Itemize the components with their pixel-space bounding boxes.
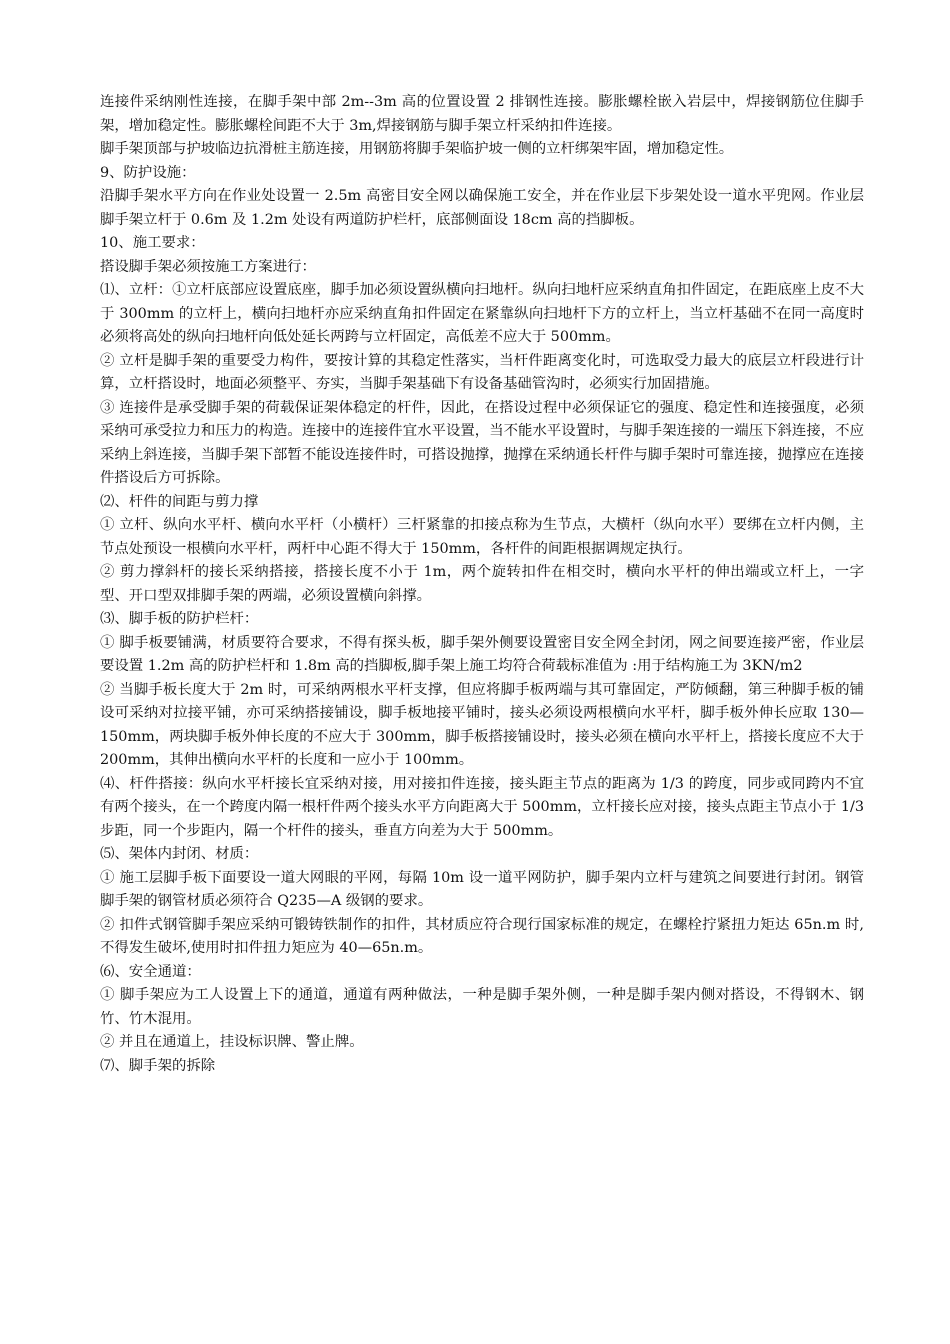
paragraph-standing-pole-1: ⑴、立杆：①立杆底部应设置底座，脚手加必须设置纵横向扫地杆。纵向扫地杆应采纳直角扣件固定，在距底座上皮不大于 300mm 的立杆上，横向扫地杆亦应采纳直角扣件固定在紧靠纵向扫地杆下方的立杆上，当立杆基础不在同一高度时必须将高处的纵向扫地杆向低处延长两跨与立杆固定，高低差不应大于 500mm。 <box>100 282 864 345</box>
heading-safety-passage: ⑹、安全通道： <box>100 963 201 980</box>
paragraph-enclosure-1: ① 施工层脚手板下面要设一道大网眼的平网，每隔 10m 设一道平网防护，脚手架内立杆与建筑之间要进行封闭。钢管脚手架的钢管材质必须符合 Q235—A 级钢的要求。 <box>100 869 864 909</box>
heading-protection-facilities: 9、防护设施： <box>100 164 196 181</box>
paragraph-pole-joining: ⑷、杆件搭接：纵向水平杆接长宜采纳对接，用对接扣件连接，接头距主节点的距离为 1/3 的跨度，同步或同跨内不宜有两个接头，在一个跨度内隔一根杆件两个接头水平方向距离大于 500mm，立杆接长应对接，接头点距主节点小于 1/3 步距，同一个步距内，隔一个杆件的接头，垂直方向差为大于 500mm。 <box>100 775 864 839</box>
paragraph-boards-1: ① 脚手板要铺满，材质要符合要求，不得有探头板，脚手架外侧要设置密目安全网全封闭，网之间要连接严密，作业层要设置 1.2m 高的防护栏杆和 1.8m 高的挡脚板,脚手架上施工均符合荷载标准值为 :用于结构施工为 3KN/m2 <box>100 634 864 674</box>
paragraph-standing-pole-3: ③ 连接件是承受脚手架的荷载保证架体稳定的杆件，因此，在搭设过程中必须保证它的强度、稳定性和连接强度，必须采纳可承受拉力和压力的构造。连接中的连接件宜水平设置，当不能水平设置时，与脚手架连接的一端压下斜连接，不应采纳上斜连接，当脚手架下部暂不能设连接件时，可搭设抛撑，抛撑在采纳通长杆件与脚手架时可靠连接，抛撑应在连接件搭设后方可拆除。 <box>100 399 864 486</box>
paragraph-standing-pole-2: ② 立杆是脚手架的重要受力构件，要按计算的其稳定性落实，当杆件距离变化时，可选取受力最大的底层立杆段进行计算，立杆搭设时，地面必须整平、夯实，当脚手架基础下有设备基础管沟时，必须实行加固措施。 <box>100 352 864 392</box>
heading-construction-requirements: 10、施工要求： <box>100 235 205 251</box>
paragraph-top-connection: 脚手架顶部与护坡临边抗滑桩主筋连接，用钢筋将脚手架临护坡一侧的立杆绑架牢固，增加稳定性。 <box>100 141 734 157</box>
paragraph-spacing-2: ② 剪力撑斜杆的接长采纳搭接，搭接长度不小于 1m，两个旋转扣件在相交时，横向水平杆的伸出端或立杆上，一字型、开口型双排脚手架的两端，必须设置横向斜撑。 <box>100 564 864 604</box>
paragraph-erection-plan: 搭设脚手架必须按施工方案进行： <box>100 258 316 275</box>
heading-dismantling: ⑺、脚手架的拆除 <box>100 1057 216 1074</box>
paragraph-spacing-1: ① 立杆、纵向水平杆、横向水平杆（小横杆）三杆紧靠的扣接点称为生节点，大横杆（纵向水平）要绑在立杆内侧，主节点处预设一根横向水平杆，两杆中心距不得大于 150mm，各杆件的间距根据调规定执行。 <box>100 517 864 557</box>
paragraph-anchor-connection: 连接件采纳刚性连接，在脚手架中部 2m--3m 高的位置设置 2 排钢性连接。膨胀螺栓嵌入岩层中，焊接钢筋位住脚手架，增加稳定性。膨胀螺栓间距不大于 3m,焊接钢筋与脚手架立杆采纳扣件连接。 <box>100 94 864 134</box>
paragraph-safety-net: 沿脚手架水平方向在作业处设置一 2.5m 高密目安全网以确保施工安全，并在作业层下步架处设一道水平兜网。作业层脚手架立杆于 0.6m 及 1.2m 处设有两道防护栏杆，底部侧面设 18cm 高的挡脚板。 <box>100 188 864 228</box>
paragraph-passage-1: ① 脚手架应为工人设置上下的通道，通道有两种做法，一种是脚手架外侧，一种是脚手架内侧对搭设，不得钢木、钢竹、竹木混用。 <box>100 987 864 1027</box>
heading-spacing-bracing: ⑵、杆件的间距与剪力撑 <box>100 493 259 510</box>
paragraph-boards-2: ② 当脚手板长度大于 2m 时，可采纳两根水平杆支撑，但应将脚手板两端与其可靠固定，严防倾翻，第三种脚手板的铺设可采纳对拉接平铺，亦可采纳搭接铺设，脚手板地接平铺时，接头必须设两根横向水平杆，脚手板外伸长应取 130—150mm，两块脚手板外伸长度的不应大于 300mm，脚手板搭接铺设时，接头必须在横向水平杆上，搭接长度应不大于 200mm，其伸出横向水平杆的长度和一应小于 100mm。 <box>100 681 864 768</box>
heading-scaffold-boards: ⑶、脚手板的防护栏杆： <box>100 611 259 627</box>
paragraph-passage-2: ② 并且在通道上，挂设标识牌、警止牌。 <box>100 1034 364 1050</box>
heading-enclosure-material: ⑸、架体内封闭、材质： <box>100 846 259 862</box>
document-body <box>100 91 864 1078</box>
paragraph-enclosure-2: ② 扣件式钢管脚手架应采纳可锻铸铁制作的扣件，其材质应符合现行国家标准的规定，在螺栓拧紧扭力矩达 65n.m 时,不得发生破坏,使用时扣件扭力矩应为 40—65n.m。 <box>100 916 864 956</box>
